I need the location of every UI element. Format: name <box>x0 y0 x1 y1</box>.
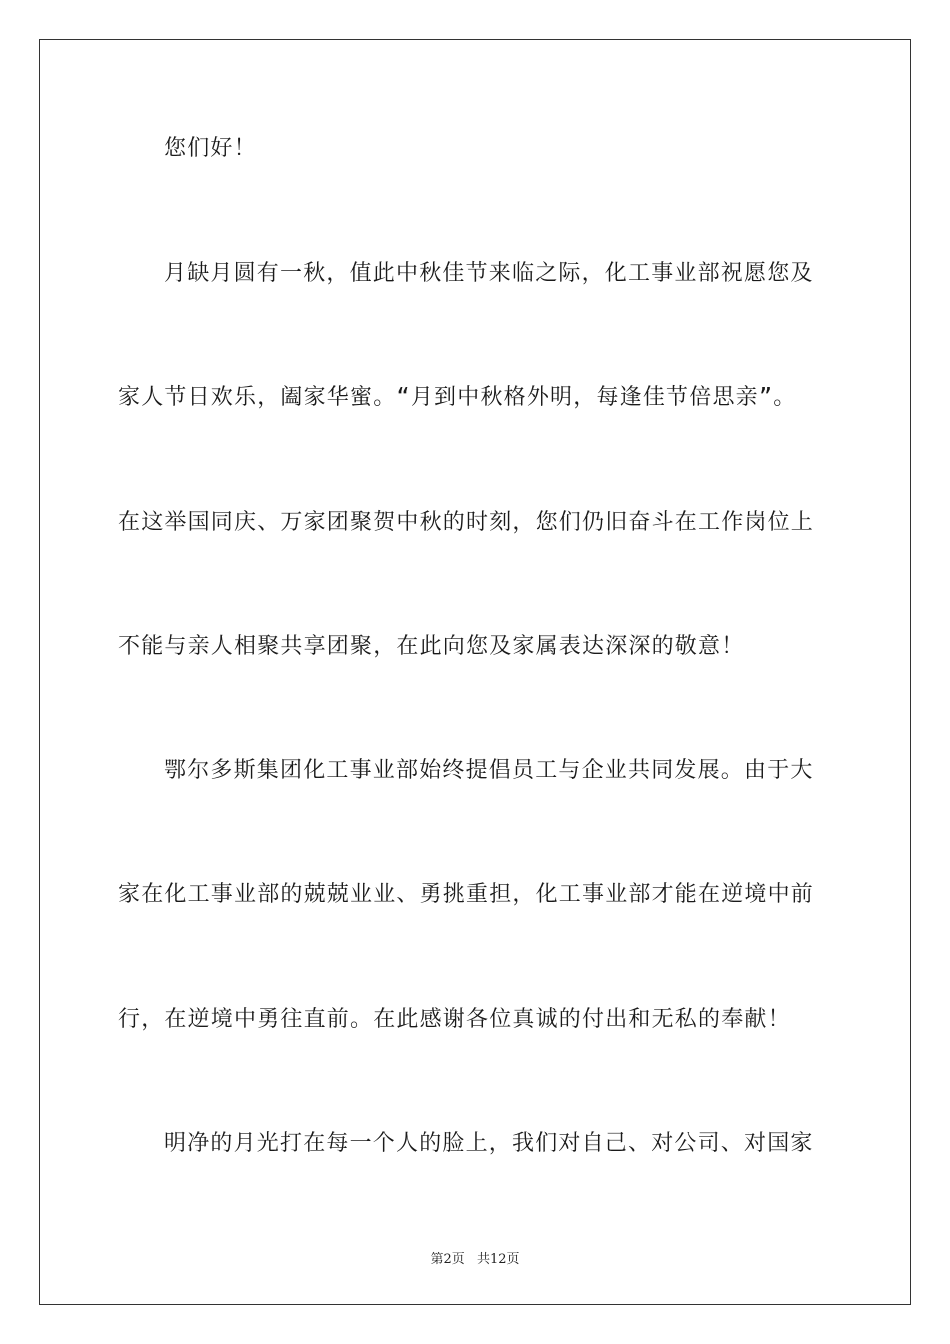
paragraph-1-line-2: 家人节日欢乐，阖家华蜜。“月到中秋格外明，每逢佳节倍思亲”。 <box>118 385 797 410</box>
paragraph-2-line-2: 家在化工事业部的兢兢业业、勇挑重担，化工事业部才能在逆境中前 <box>118 882 815 907</box>
page-border <box>39 39 911 1305</box>
current-page-label: 第2页 <box>430 1252 465 1267</box>
page-footer <box>0 1248 950 1267</box>
paragraph-1-line-3: 在这举国同庆、万家团聚贺中秋的时刻，您们仍旧奋斗在工作岗位上 <box>118 510 815 535</box>
total-pages-label: 共12页 <box>476 1252 520 1267</box>
paragraph-1-line-4: 不能与亲人相聚共享团聚，在此向您及家属表达深深的敬意！ <box>118 634 745 659</box>
paragraph-2-line-1: 鄂尔多斯集团化工事业部始终提倡员工与企业共同发展。由于大 <box>164 758 814 783</box>
paragraph-1-line-1: 月缺月圆有一秋，值此中秋佳节来临之际，化工事业部祝愿您及 <box>164 261 814 286</box>
paragraph-2-line-3: 行，在逆境中勇往直前。在此感谢各位真诚的付出和无私的奉献！ <box>118 1007 791 1032</box>
paragraph-3-line-1: 明净的月光打在每一个人的脸上，我们对自己、对公司、对国家 <box>164 1131 814 1156</box>
greeting-line: 您们好！ <box>164 136 257 161</box>
